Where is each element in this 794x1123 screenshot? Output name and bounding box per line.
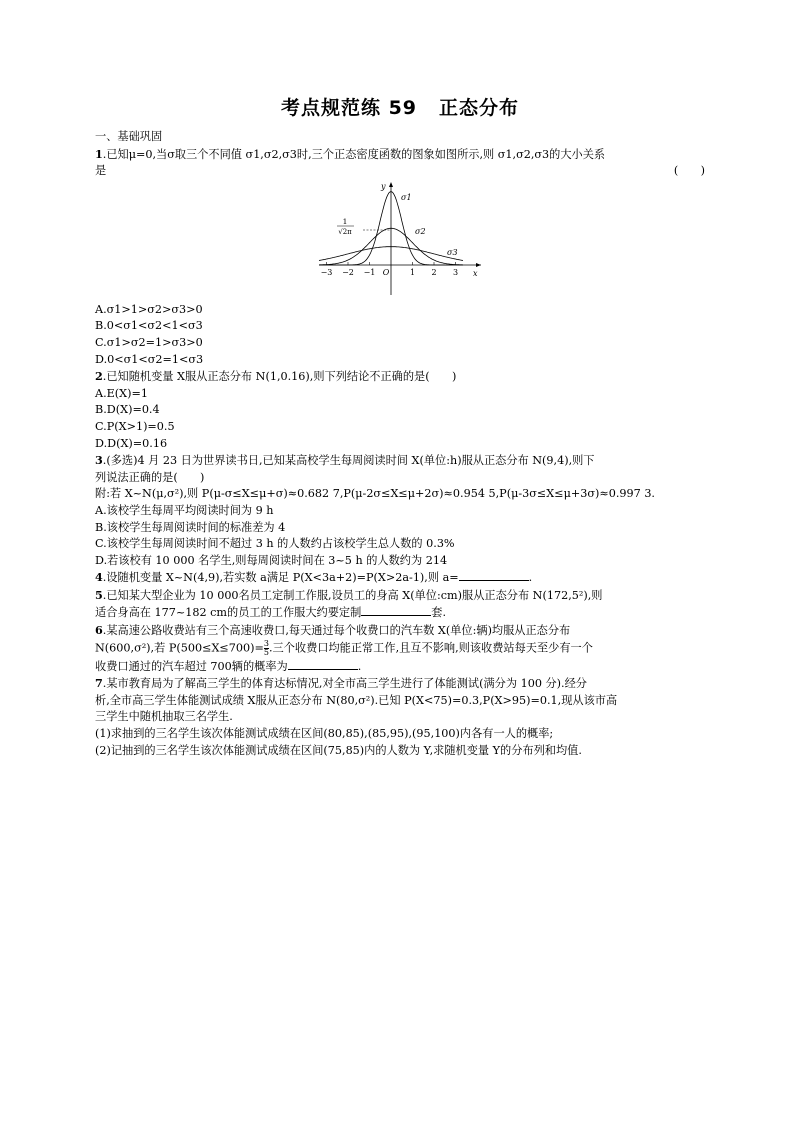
- fraction-numerator: 3: [263, 638, 269, 648]
- answer-blank[interactable]: [459, 569, 529, 581]
- x-axis-arrow: [476, 263, 481, 267]
- question-stem-end: 套.: [431, 606, 447, 620]
- question-stem-cont3: 收费口通过的汽车超过 700辆的概率为: [95, 659, 288, 673]
- question-stem-end: .: [357, 659, 362, 673]
- question-number: 5: [95, 587, 103, 602]
- answer-parenthesis: ( ): [673, 164, 705, 178]
- question-stem-cont: 列说法正确的是( ): [95, 470, 205, 484]
- question-stem: .某市教育局为了解高三学生的体育达标情况,对全市高三学生进行了体能测试(满分为 100 分).经分: [102, 677, 587, 691]
- x-axis-label: x: [473, 268, 478, 278]
- option-c: C.P(X>1)=0.5: [95, 419, 175, 433]
- question-stem-end: .: [528, 571, 533, 585]
- option-a: A.σ1>1>σ2>σ3>0: [95, 302, 203, 316]
- question-stem-cont: 适合身高在 177~182 cm的员工的工作服大约要定制: [95, 606, 362, 620]
- question-stem-cont2: .三个收费口均能正常工作,且互不影响,则该收费站每天至少有一个: [269, 641, 593, 655]
- section-heading: 一、基础巩固: [95, 130, 163, 143]
- x-tick-label: −3: [320, 267, 333, 277]
- x-tick-label: −1: [363, 267, 376, 277]
- question-stem-cont: 析,全市高三学生体能测试成绩 X服从正态分布 N(80,σ²).已知 P(X<75)=0.3,P(X>95)=0.1,现从该市高: [95, 693, 618, 707]
- option-b: B.D(X)=0.4: [95, 403, 160, 417]
- question-stem: .已知随机变量 X服从正态分布 N(1,0.16),则下列结论不正确的是( ): [102, 370, 457, 384]
- subquestion-2: (2)记抽到的三名学生该次体能测试成绩在区间(75,85)内的人数为 Y,求随机变量 Y的分布列和均值.: [95, 743, 582, 757]
- question-number: 1: [95, 146, 103, 161]
- ref-fraction-num: 1: [342, 216, 348, 226]
- option-d: D.若该校有 10 000 名学生,则每周阅读时间在 3~5 h 的人数约为 214: [95, 553, 448, 567]
- normal-curve-svg: [317, 180, 483, 300]
- option-c: C.σ1>σ2=1>σ3>0: [95, 335, 203, 349]
- option-b: B.0<σ1<σ2<1<σ3: [95, 319, 203, 333]
- x-tick-label: O: [382, 267, 390, 277]
- subquestion-1: (1)求抽到的三名学生该次体能测试成绩在区间(80,85),(85,95),(95,100)内各有一人的概率;: [95, 727, 554, 741]
- curve-label-sigma2: σ2: [415, 226, 426, 236]
- x-tick-label: 2: [431, 267, 437, 277]
- option-b: B.该校学生每周阅读时间的标准差为 4: [95, 520, 286, 534]
- option-d: D.D(X)=0.16: [95, 436, 168, 450]
- question-stem-cont: N(600,σ²),若 P(500≤X≤700)=: [95, 641, 264, 655]
- question-stem-cont: 是: [95, 164, 107, 178]
- normal-curve-figure: [95, 180, 705, 302]
- y-axis-arrow: [389, 182, 393, 187]
- title-topic: 正态分布: [439, 97, 520, 119]
- option-c: C.该校学生每周阅读时间不超过 3 h 的人数约占该校学生总人数的 0.3%: [95, 537, 455, 551]
- option-d: D.0<σ1<σ2=1<σ3: [95, 352, 204, 366]
- question-stem-cont2: 三学生中随机抽取三名学生.: [95, 710, 233, 724]
- ref-fraction-den: √2π: [338, 227, 352, 236]
- x-tick-label: −2: [342, 267, 354, 277]
- question-stem: .已知某大型企业为 10 000名员工定制工作服,设员工的身高 X(单位:cm)服从正态分布 N(172,5²),则: [102, 588, 603, 602]
- question-stem: .设随机变量 X~N(4,9),若实数 a满足 P(X<3a+2)=P(X>2a-1),则 a=: [102, 571, 459, 585]
- x-tick-label: 1: [409, 267, 416, 277]
- question-1: [95, 146, 705, 369]
- y-axis-label: y: [381, 181, 386, 191]
- question-number: 4: [95, 570, 103, 585]
- question-stem: .已知μ=0,当σ取三个不同值 σ1,σ2,σ3时,三个正态密度函数的图象如图所示,则 σ1,σ2,σ3的大小关系: [102, 147, 606, 161]
- question-stem: .(多选)4 月 23 日为世界读书日,已知某高校学生每周阅读时间 X(单位:h)服从正态分布 N(9,4),则下: [102, 454, 595, 468]
- option-a: A.该校学生每周平均阅读时间为 9 h: [95, 503, 274, 517]
- question-7: [95, 675, 705, 759]
- question-number: 3: [95, 453, 103, 468]
- question-note: 附:若 X~N(μ,σ²),则 P(μ-σ≤X≤μ+σ)≈0.682 7,P(μ-2σ≤X≤μ+2σ)≈0.954 5,P(μ-3σ≤X≤μ+3σ)≈0.997 3.: [95, 487, 655, 501]
- question-2: [95, 368, 705, 452]
- curve-label-sigma3: σ3: [447, 247, 458, 257]
- option-a: A.E(X)=1: [95, 386, 148, 400]
- page-title: [95, 97, 705, 119]
- question-number: 6: [95, 623, 103, 638]
- question-number: 2: [95, 369, 103, 384]
- x-tick-labels: [321, 262, 458, 277]
- question-number: 7: [95, 676, 103, 691]
- question-stem: .某高速公路收费站有三个高速收费口,每天通过每个收费口的汽车数 X(单位:辆)均服从正态分布: [102, 624, 571, 638]
- answer-blank[interactable]: [361, 604, 431, 616]
- question-3: [95, 452, 705, 569]
- question-6: [95, 622, 705, 675]
- curve-label-sigma1: σ1: [401, 192, 412, 202]
- worksheet-content: [95, 129, 705, 759]
- question-5: [95, 587, 705, 622]
- x-tick-label: 3: [452, 267, 459, 277]
- answer-blank[interactable]: [288, 658, 358, 670]
- fraction-denominator: 5: [263, 647, 269, 657]
- question-4: [95, 569, 705, 587]
- title-main: 考点规范练 59: [280, 97, 418, 119]
